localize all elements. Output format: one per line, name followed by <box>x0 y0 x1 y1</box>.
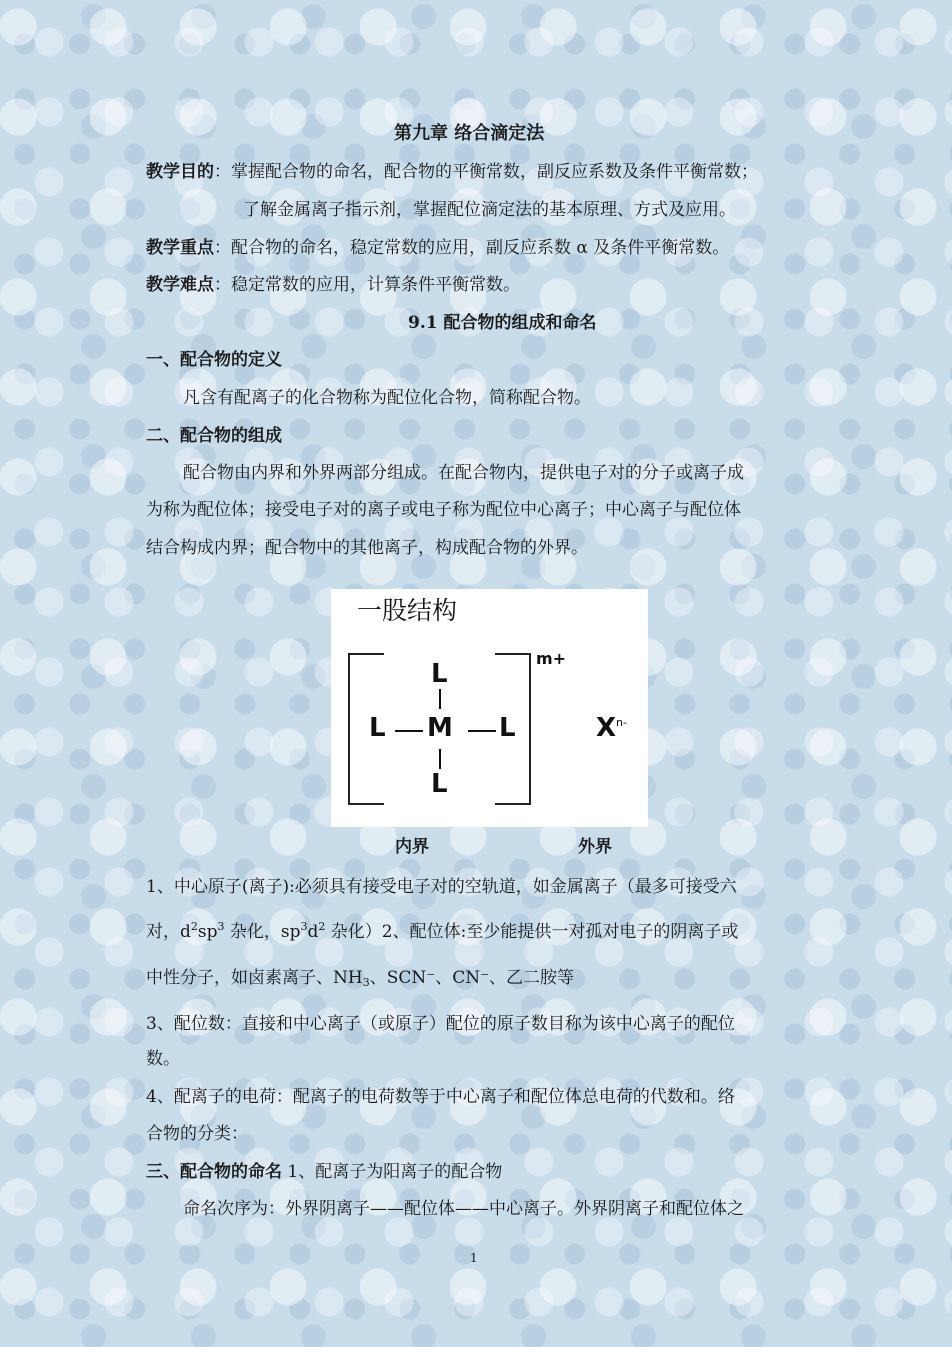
difficulties-label: 教学难点 <box>146 275 214 295</box>
item1-line-2 <box>146 920 738 944</box>
ligand-top: L <box>431 659 448 689</box>
inner-sphere-label: 内界 <box>395 837 429 857</box>
item1-text-c: 杂化，sp <box>224 922 301 942</box>
item3-line-2: 数。 <box>146 1049 180 1069</box>
sub-3: 3 <box>362 976 370 989</box>
part3-heading: 三、配合物的命名 <box>146 1162 282 1182</box>
sup-2: 2 <box>190 920 198 933</box>
item3-line-1: 3、配位数：直接和中心离子（或原子）配位的原子数目称为该中心离子的配位 <box>146 1014 735 1034</box>
chapter-title: 第九章 络合滴定法 <box>394 123 545 144</box>
objectives-line-1 <box>146 160 758 184</box>
counter-ion-charge: n- <box>616 716 627 729</box>
item1-text-b: sp <box>197 922 218 942</box>
ligand-right: L <box>499 713 516 743</box>
sup-3b: 3 <box>300 920 308 933</box>
item4-line-2: 合物的分类： <box>146 1124 248 1144</box>
outer-sphere-label: 外界 <box>578 837 612 857</box>
part2-para-line-3: 结合构成内界；配合物中的其他离子，构成配合物的外界。 <box>146 538 588 558</box>
bond-bottom <box>439 749 441 769</box>
counter-ion <box>596 713 627 743</box>
part2-heading: 二、配合物的组成 <box>146 426 282 446</box>
figure-title: 一股结构 <box>357 596 458 625</box>
difficulties-sep: ： <box>214 275 231 295</box>
complex-structure-figure <box>331 589 648 827</box>
part2-para-line-1: 配合物由内界和外界两部分组成。在配合物内，提供电子对的分子或离子成 <box>183 463 744 483</box>
item1-line-1: 1、中心原子(离子):必须具有接受电子对的空轨道，如金属离子（最多可接受六 <box>146 877 737 897</box>
key-points-line <box>146 236 729 260</box>
part2-para-line-2: 为称为配位体；接受电子对的离子或电子称为配位中心离子；中心离子与配位体 <box>146 500 741 520</box>
difficulties-text: 稳定常数的应用，计算条件平衡常数。 <box>231 275 520 295</box>
objectives-sep: ： <box>214 162 231 182</box>
key-points-sep: ： <box>214 238 231 258</box>
part3-line <box>146 1160 502 1184</box>
item2-text-b: 、SCN⁻、CN⁻、乙二胺等 <box>369 968 575 988</box>
key-points-label: 教学重点 <box>146 238 214 258</box>
item4-line-1: 4、配离子的电荷：配离子的电荷数等于中心离子和配位体总电荷的代数和。络 <box>146 1087 735 1107</box>
ligand-left: L <box>369 713 386 743</box>
objectives-text-1: 掌握配合物的命名，配合物的平衡常数，副反应系数及条件平衡常数； <box>231 162 758 182</box>
bond-top <box>439 689 441 709</box>
part1-text: 凡含有配离子的化合物称为配位化合物，简称配合物。 <box>183 388 591 408</box>
objectives-label: 教学目的 <box>146 162 214 182</box>
ligand-bottom: L <box>431 769 448 799</box>
counter-ion-symbol: X <box>596 713 617 743</box>
key-points-text: 配合物的命名，稳定常数的应用，副反应系数 α 及条件平衡常数。 <box>231 238 730 258</box>
page-number: 1 <box>470 1251 478 1265</box>
central-metal: M <box>427 713 453 743</box>
complex-charge: m+ <box>536 649 567 668</box>
bond-right <box>468 730 496 732</box>
bond-left <box>395 730 423 732</box>
difficulties-line <box>146 273 520 297</box>
item1-text-e: 杂化）2、配位体:至少能提供一对孤对电子的阴离子或 <box>325 922 739 942</box>
part1-heading: 一、配合物的定义 <box>146 350 282 370</box>
item2-line <box>146 966 574 990</box>
sup-2b: 2 <box>318 920 326 933</box>
part3-text: 命名次序为：外界阴离子——配位体——中心离子。外界阴离子和配位体之 <box>183 1199 744 1219</box>
item1-text-d: d <box>307 922 319 942</box>
item1-text-a: 对，d <box>146 922 191 942</box>
objectives-line-2: 了解金属离子指示剂，掌握配位滴定法的基本原理、方式及应用。 <box>243 200 736 220</box>
item2-text-a: 中性分子，如卤素离子、NH <box>146 968 363 988</box>
section-heading-9-1: 9.1 配合物的组成和命名 <box>408 313 597 333</box>
sup-3: 3 <box>217 920 225 933</box>
part3-inline: 1、配离子为阳离子的配合物 <box>287 1162 503 1182</box>
